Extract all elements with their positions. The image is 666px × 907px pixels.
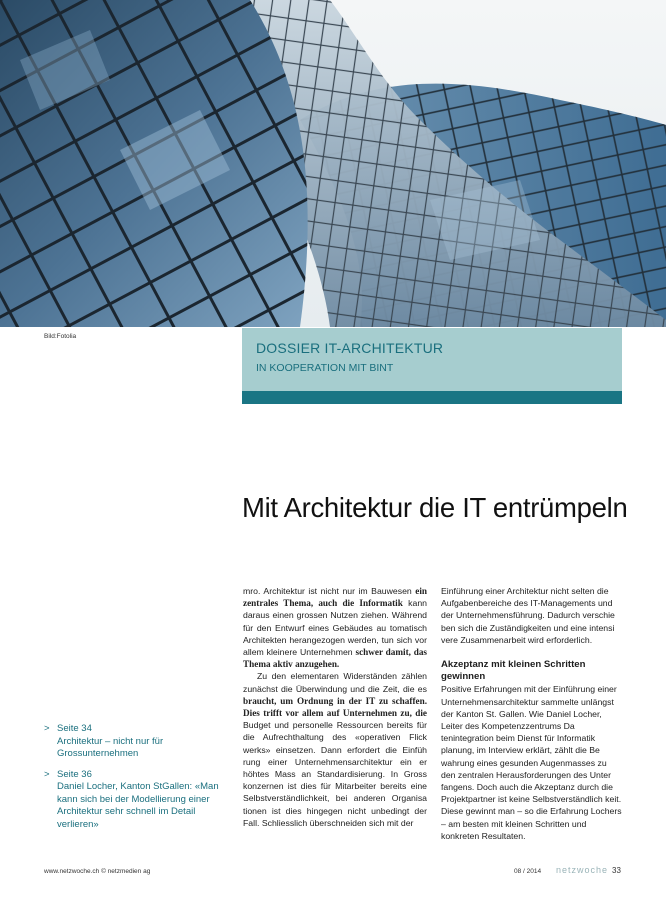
glass-facade-architecture-photo-icon [0, 0, 666, 327]
p1-intro: mro. Architektur ist nicht nur im Bauwesen [243, 586, 416, 596]
chevron-right-icon: > [44, 723, 50, 734]
dossier-title: DOSSIER IT-ARCHITEKTUR [256, 340, 444, 356]
footer-brand-logo: netzwoche [556, 865, 609, 875]
article-column-2 [441, 585, 622, 842]
p1-bold: ein zentrales Thema, auch die Informatik [243, 586, 427, 609]
hero-architecture-photo [0, 0, 666, 327]
page-number: 33 [612, 866, 621, 875]
paragraph-3: Einführung einer Architektur nicht selten die Aufgabenbereiche des IT-Managements und der Unternehmensführung. Dadurch verschie ben sich die Zuständigkeiten und eine intensi vere Zusammenarbeit wird erforderlich. [441, 586, 615, 645]
dossier-accent-bar [242, 391, 622, 404]
paragraph-1 [243, 585, 427, 670]
footer-issue: 08 / 2014 [514, 868, 542, 875]
p2-rest: Budget und personelle Ressourcen bereits für die Aufrechthaltung des «operativen Flick werks» einsetzen. Dann erfordert die Einfüh rung einer Unternehmensarchitektur ein er höhtes Mass an Standardisierung. In Gross konzernen ist dies für Mitarbeiter bereits eine Selbstverständlichkeit, bei anderen Organisa tionen ist dies hingegen nicht unbedingt der Fall. Schliesslich überschneiden sich mit der [243, 720, 427, 828]
related-article-link[interactable] [44, 723, 234, 761]
related-title: Architektur – nicht nur für Grossunternehmen [57, 735, 164, 759]
chevron-right-icon: > [44, 768, 50, 780]
p1-bold-end: schwer damit, das Thema aktiv anzugehen. [243, 647, 427, 670]
article-column-1 [243, 585, 427, 829]
article-headline: Mit Architektur die IT entrümpeln [242, 492, 628, 523]
related-page: Seite 34 [57, 723, 92, 734]
paragraph-4: Positive Erfahrungen mit der Einführung einer Unternehmensarchitektur sammelte unlängst der Kanton St. Gallen. Wie Daniel Locher, Leiter des Kompetenzzentrums Da tenintegration beim Dienst für Informatik planung, im Interview erklärt, zählt die Be wahrung eines gesunden Augenmasses zu den zentralen Herausforderungen des Unter fangens. Doch auch die Akzeptanz durch die Projektpartner ist keine Selbstverständlich keit. Diese gewinnt man – so die Erfahrung Lochers – am besten mit kleinen Schritten und konkreten Resultaten. [441, 684, 622, 841]
p2-intro: Zu den elementaren Widerständen zählen zunächst die Überwindung und die Zeit, die es [243, 671, 427, 694]
dossier-banner [242, 328, 622, 391]
p2-bold: braucht, um Ordnung in der IT zu schaffen. Dies trifft vor allem auf Unternehmen zu, die [243, 695, 427, 719]
dossier-subtitle: IN KOOPERATION MIT BINT [256, 362, 394, 374]
related-articles [44, 723, 234, 839]
p1-rest: kann daraus einen grossen Nutzen ziehen. Während für den Entwurf eines Gebäudes au tomatisch Architekten herangezogen werden, tun sich vor allem kleinere Unternehmen [243, 598, 427, 658]
subheading: Akzeptanz mit kleinen Schritten gewinnen [441, 659, 586, 683]
related-title: Daniel Locher, Kanton StGallen: «Man kann sich bei der Modellierung einer Architektur sehr schnell im Detail verlieren» [57, 781, 219, 830]
image-credit: Bild:Fotolia [44, 333, 77, 340]
related-page: Seite 36 [57, 768, 92, 780]
related-article-link[interactable] [44, 769, 234, 832]
paragraph-2 [243, 670, 427, 829]
footer-website: www.netzwoche.ch © netzmedien ag [44, 868, 151, 875]
